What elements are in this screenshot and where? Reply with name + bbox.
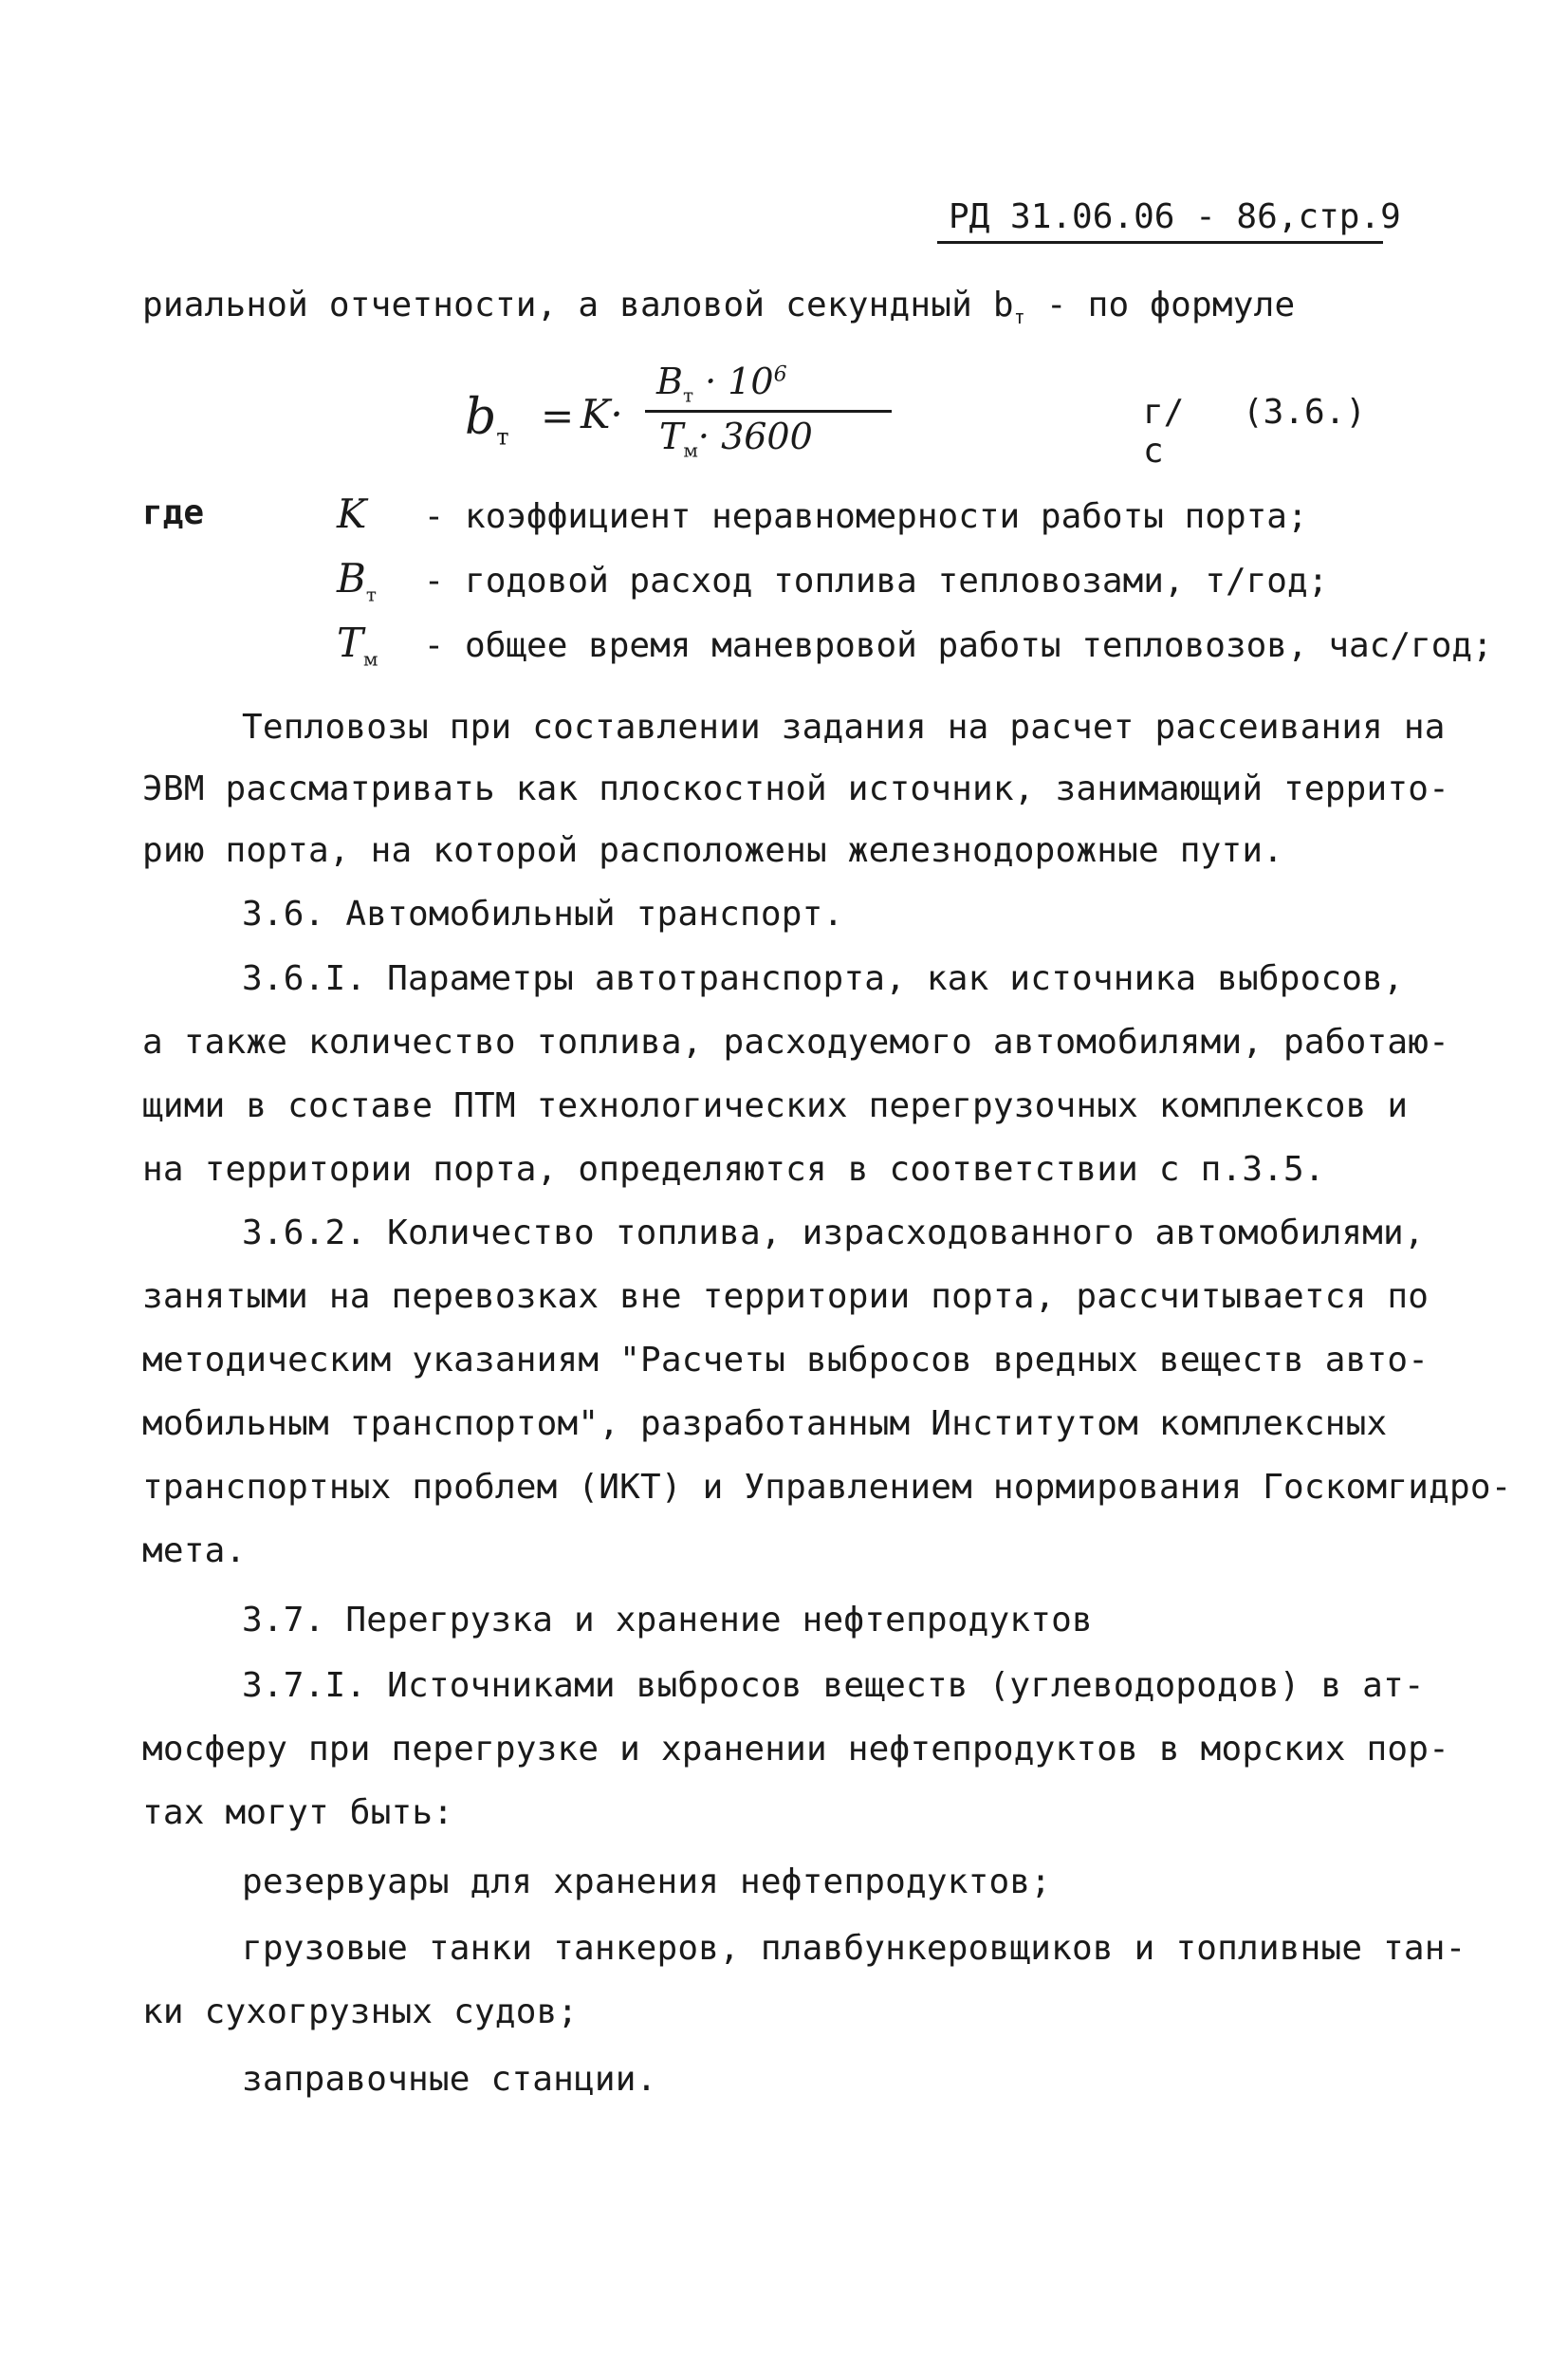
list-item: заправочные станции. xyxy=(242,2060,657,2099)
fraction-bar xyxy=(645,410,892,413)
list-item: резервуары для хранения нефтепродуктов; xyxy=(242,1862,1052,1901)
symbol-main: B xyxy=(337,555,366,602)
formula-lhs-sub: т xyxy=(496,423,509,451)
text-line: Тепловозы при составлении задания на расчет рассеивания на xyxy=(242,708,1446,747)
text-line: щими в составе ПТМ технологических перегрузочных комплексов и xyxy=(142,1086,1409,1125)
definition-bt xyxy=(337,555,1329,615)
numerator-tail: · 10 xyxy=(693,361,774,402)
text-line: 3.6.I. Параметры автотранспорта, как источника выбросов, xyxy=(242,959,1404,998)
text-line: на территории порта, определяются в соответствии с п.3.5. xyxy=(142,1150,1325,1189)
definition-symbol xyxy=(337,493,403,550)
formula-equals: = xyxy=(541,393,575,439)
definition-tm xyxy=(337,622,1493,679)
symbol-sub: т xyxy=(365,583,377,606)
intro-tail: - по формуле xyxy=(1024,286,1296,324)
denominator-tail: · 3600 xyxy=(697,416,813,457)
formula-number: (3.6.) xyxy=(1243,393,1367,432)
formula-unit: г/с xyxy=(1143,393,1185,471)
list-item-continuation: ки сухогрузных судов; xyxy=(142,1992,579,2031)
where-label: где xyxy=(142,493,205,532)
denominator-symbol: T xyxy=(659,416,684,457)
definition-symbol xyxy=(337,555,403,615)
intro-subscript: т xyxy=(1013,306,1025,329)
text-line: занятыми на перевозках вне территории порта, рассчитывается по xyxy=(142,1277,1430,1316)
numerator-exponent: 6 xyxy=(773,362,787,387)
intro-text: риальной отчетности, а валовой секундный b xyxy=(142,286,1014,324)
definition-text: - годовой расход топлива тепловозами, т/год; xyxy=(403,562,1329,601)
symbol-sub: м xyxy=(363,647,378,671)
definition-symbol xyxy=(337,622,403,679)
formula-lhs xyxy=(465,389,509,450)
list-item: грузовые танки танкеров, плавбункеровщиков и топливные тан- xyxy=(242,1929,1467,1968)
text-line: транспортных проблем (ИКТ) и Управлением нормирования Госкомгидро- xyxy=(142,1468,1512,1507)
definition-k xyxy=(337,493,1308,550)
definition-text: - общее время маневровой работы тепловозов, час/год; xyxy=(403,626,1493,665)
text-line: мосферу при перегрузке и хранении нефтепродуктов в морских пор- xyxy=(142,1730,1450,1769)
text-line: методическим указаниям "Расчеты выбросов вредных веществ авто- xyxy=(142,1341,1430,1380)
text-line: 3.7.I. Источниками выбросов веществ (углеводородов) в ат- xyxy=(242,1666,1425,1705)
denominator-sub: м xyxy=(683,438,698,462)
definition-text: - коэффициент неравномерности работы порта; xyxy=(403,497,1308,536)
document-reference: РД 31.06.06 - 86,стр.9 xyxy=(949,197,1401,236)
formula-denominator xyxy=(659,416,813,462)
numerator-sub: т xyxy=(682,383,694,407)
formula-lhs-symbol: b xyxy=(465,389,497,446)
section-heading-3-6: 3.6. Автомобильный транспорт. xyxy=(242,895,844,934)
formula-3-6 xyxy=(455,361,1367,474)
text-line: ЭВМ рассматривать как плоскостной источник, занимающий террито- xyxy=(142,769,1450,808)
text-line: 3.6.2. Количество топлива, израсходованного автомобилями, xyxy=(242,1214,1425,1252)
section-heading-3-7: 3.7. Перегрузка и хранение нефтепродуктов xyxy=(242,1601,1093,1640)
formula-numerator xyxy=(656,361,787,407)
text-line: а также количество топлива, расходуемого автомобилями, работаю- xyxy=(142,1023,1450,1062)
symbol-main: K xyxy=(337,491,367,537)
text-line: мобильным транспортом", разработанным Институтом комплексных xyxy=(142,1404,1388,1443)
intro-line xyxy=(142,285,1295,338)
text-line: тах могут быть: xyxy=(142,1793,454,1832)
header-underline xyxy=(937,241,1383,244)
text-line: рию порта, на которой расположены железнодорожные пути. xyxy=(142,831,1284,870)
symbol-main: T xyxy=(337,620,364,666)
formula-coefficient: K· xyxy=(581,391,623,437)
numerator-symbol: B xyxy=(656,361,683,402)
text-line: мета. xyxy=(142,1531,247,1570)
